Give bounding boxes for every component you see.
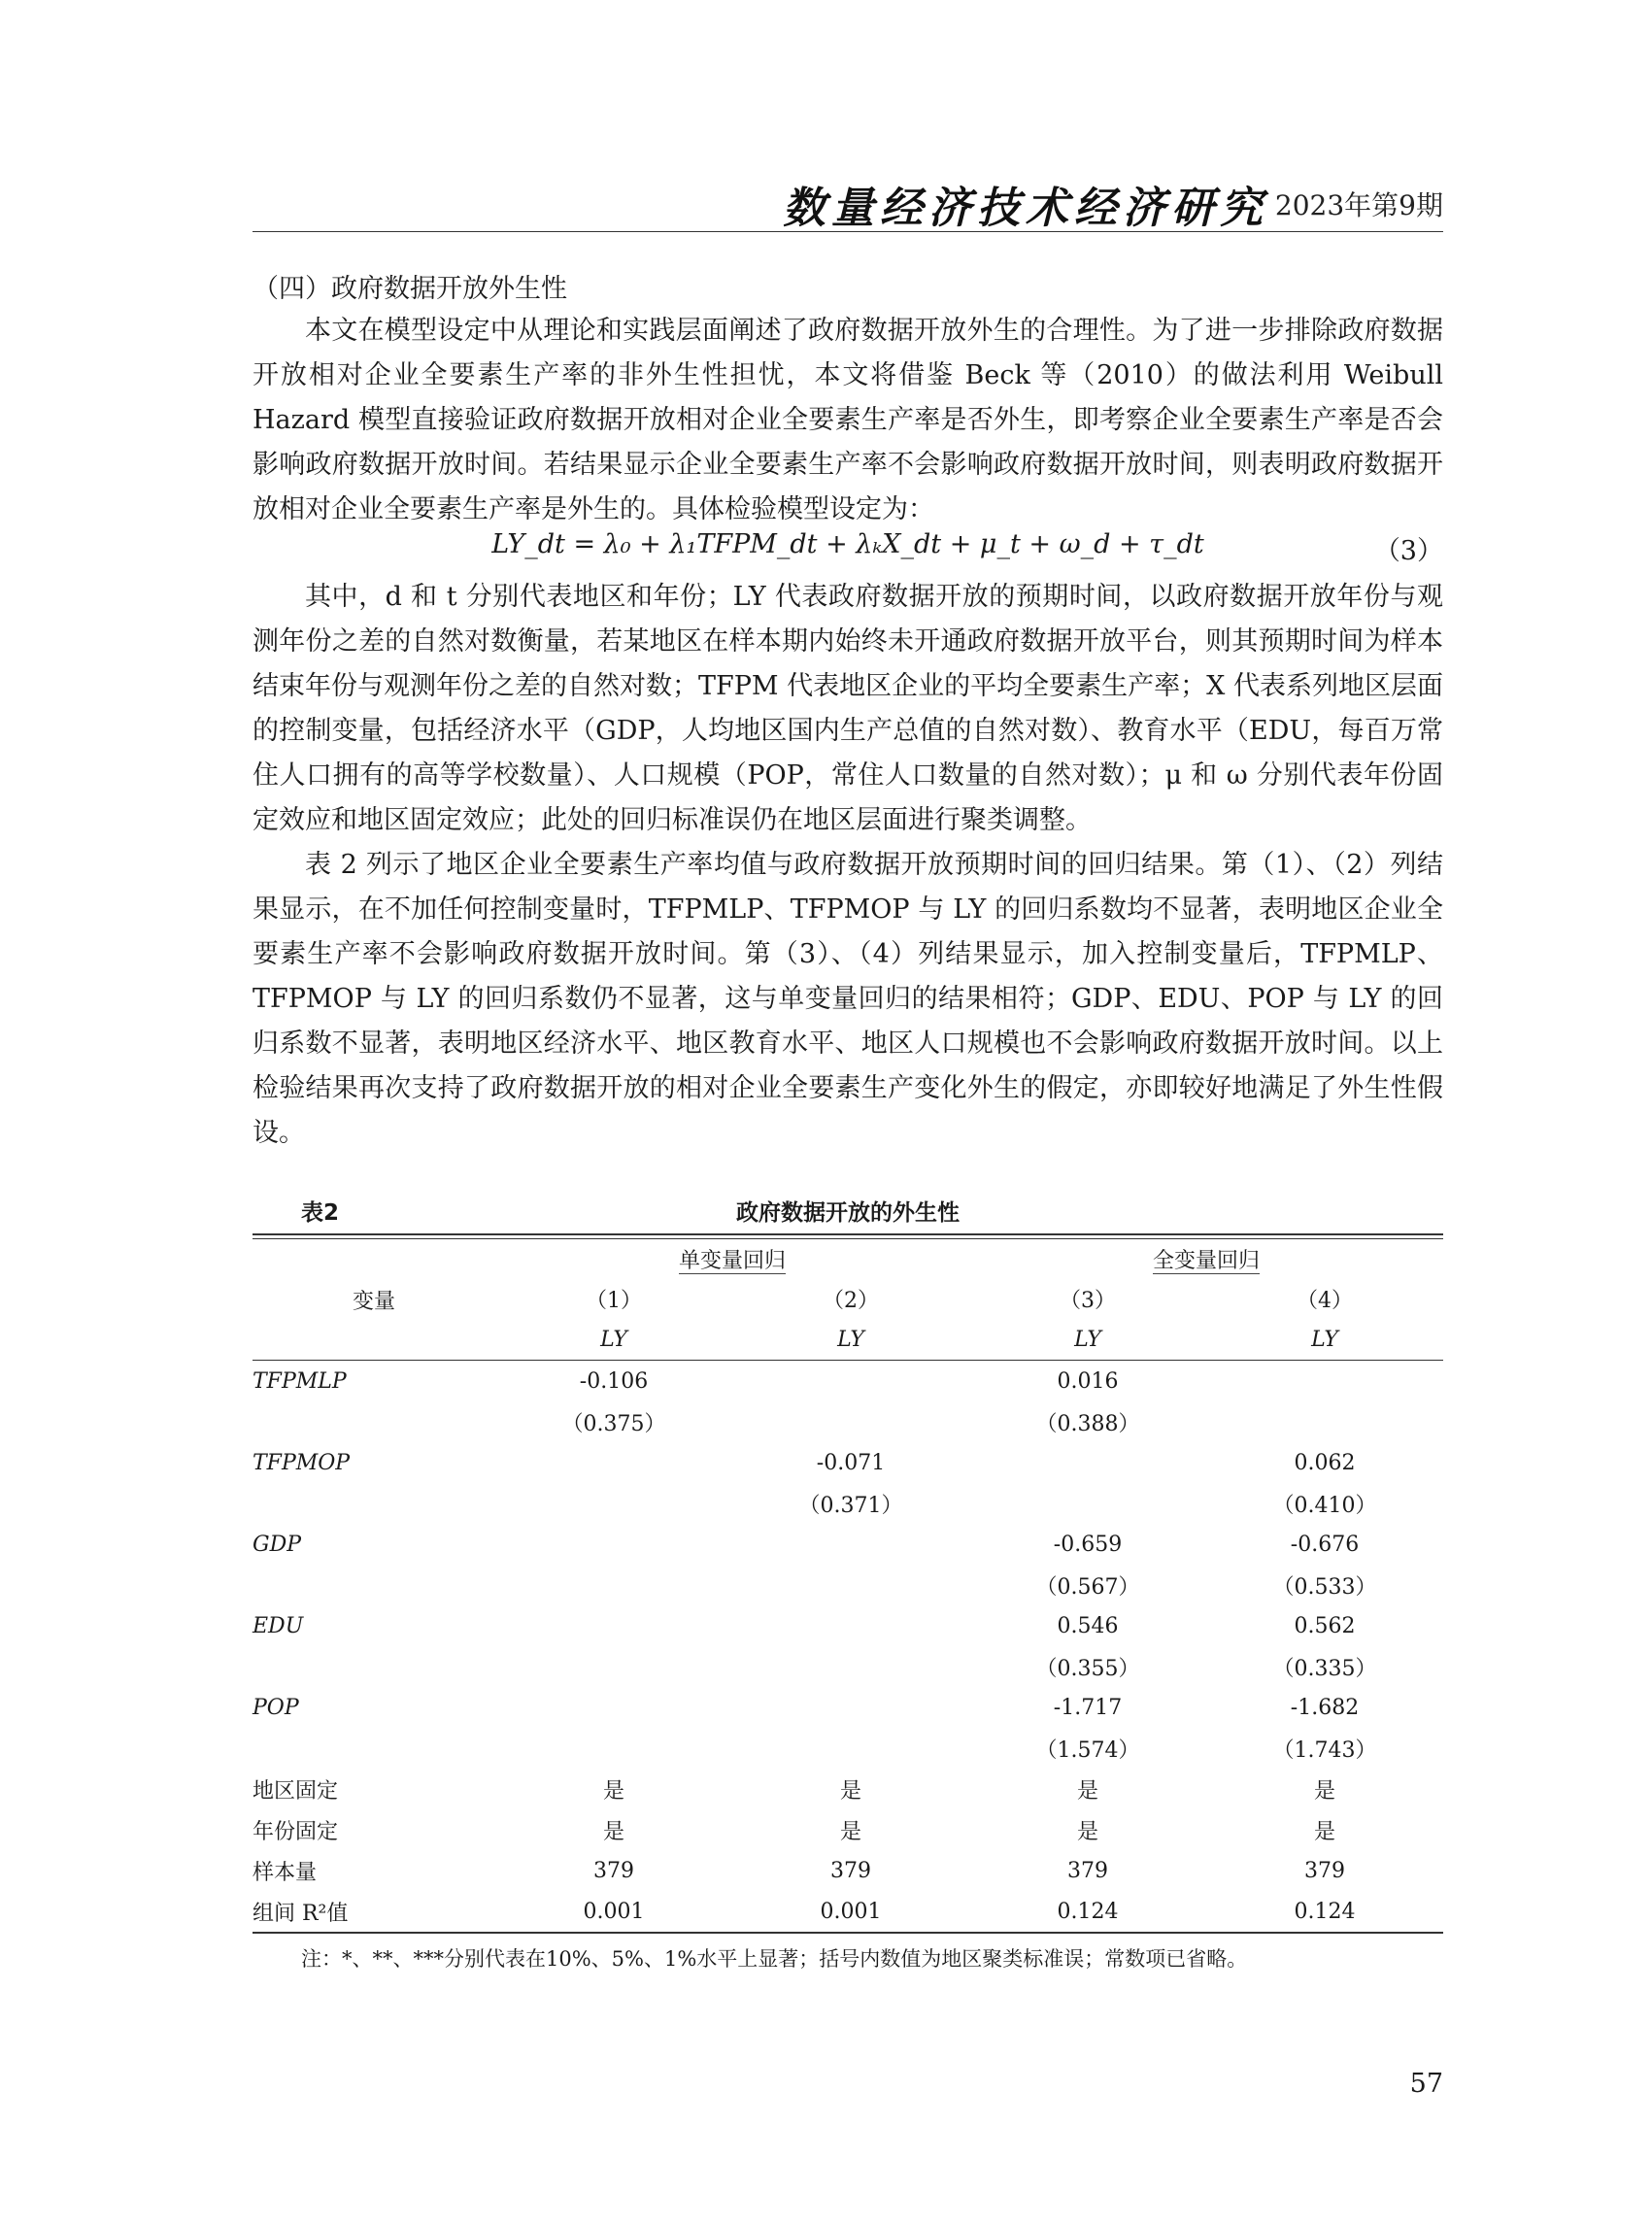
footer-row — [253, 1769, 1443, 1809]
coef-row — [253, 1442, 1443, 1483]
variable-spacer — [253, 1728, 495, 1769]
table-group-row — [253, 1239, 1443, 1278]
group-header: 全变量回归 — [1152, 1248, 1260, 1273]
se-cell — [732, 1646, 969, 1687]
footer-cell: 是 — [1076, 1778, 1098, 1804]
coef-cell: 0.562 — [1294, 1613, 1356, 1638]
footer-cell: 是 — [1313, 1819, 1335, 1844]
se-cell: （0.335） — [1272, 1656, 1377, 1681]
footer-cell: 379 — [1067, 1858, 1108, 1883]
variable-name: POP — [253, 1695, 299, 1720]
footer-cell: 是 — [602, 1819, 624, 1844]
coef-cell — [732, 1524, 969, 1565]
coef-cell: -0.106 — [495, 1361, 732, 1402]
se-cell: （0.388） — [1035, 1411, 1140, 1436]
coef-cell: -1.717 — [1053, 1695, 1123, 1720]
footer-cell: 是 — [1313, 1778, 1335, 1804]
se-cell — [495, 1565, 732, 1605]
se-cell: （0.533） — [1272, 1574, 1377, 1600]
coef-cell: -0.659 — [1053, 1532, 1123, 1557]
footer-cell: 379 — [830, 1858, 871, 1883]
variable-spacer — [253, 1646, 495, 1687]
table-label: 表2 — [301, 1200, 340, 1226]
footer-cell: 是 — [839, 1778, 861, 1804]
coef-cell — [969, 1442, 1206, 1483]
coef-cell — [495, 1442, 732, 1483]
variable-spacer — [253, 1401, 495, 1442]
footer-cell: 0.001 — [820, 1899, 882, 1924]
se-cell — [732, 1728, 969, 1769]
paragraph-text: 本文在模型设定中从理论和实践层面阐述了政府数据开放外生的合理性。为了进一步排除政府数据开放相对企业全要素生产率的非外生性担忧，本文将借鉴 Beck 等（2010）的做法利用 Weibull Hazard 模型直接验证政府数据开放相对企业全要素生产率是否外生，即考察企业全要素生产率是否会影响政府数据开放时间。若结果显示企业全要素生产率不会影响政府数据开放时间，则表明政府数据开放相对企业全要素生产率是外生的。具体检验模型设定为： — [253, 316, 1443, 524]
body-paragraph-3 — [253, 843, 1443, 1156]
variable-name: TFPMLP — [253, 1361, 495, 1402]
equation-number: （3） — [1373, 536, 1443, 566]
section-title: （四）政府数据开放外生性 — [253, 274, 567, 304]
se-cell: （0.371） — [798, 1493, 903, 1518]
footer-cell: 0.001 — [583, 1899, 645, 1924]
body-paragraph-2 — [253, 575, 1443, 843]
coef-cell: -0.676 — [1290, 1532, 1360, 1557]
se-cell: （0.355） — [1035, 1656, 1140, 1681]
se-cell: （0.567） — [1035, 1574, 1140, 1600]
footer-cell: 379 — [1304, 1858, 1345, 1883]
footer-label: 样本量 — [253, 1860, 318, 1885]
header-rule — [253, 231, 1443, 232]
se-row — [253, 1565, 1443, 1605]
coef-cell — [732, 1605, 969, 1646]
variable-name: TFPMOP — [253, 1450, 351, 1475]
equation: LY_dt = λ₀ + λ₁TFPM_dt + λₖX_dt + μ_t + ω_d + τ_dt — [491, 529, 1204, 559]
footer-label: 地区固定 — [253, 1778, 339, 1804]
coef-cell: 0.546 — [1057, 1613, 1119, 1638]
coef-row — [253, 1687, 1443, 1728]
se-cell — [1206, 1401, 1443, 1442]
se-cell: （1.743） — [1272, 1737, 1377, 1763]
results-table — [253, 1239, 1443, 1932]
column-number: （1） — [586, 1288, 642, 1313]
footer-row — [253, 1850, 1443, 1891]
variable-name: EDU — [253, 1613, 304, 1638]
se-cell — [732, 1565, 969, 1605]
table-note: 注：*、**、***分别代表在10%、5%、1%水平上显著；括号内数值为地区聚类标准误；常数项已省略。 — [301, 1947, 1248, 1971]
journal-name: 数量经济技术经济研究 — [783, 184, 1268, 233]
paragraph-text: 表 2 列示了地区企业全要素生产率均值与政府数据开放预期时间的回归结果。第（1）、（2）列结果显示，在不加任何控制变量时，TFPMLP、TFPMOP 与 LY 的回归系数均不显著，表明地区企业全要素生产率不会影响政府数据开放时间。第（3）、（4）列结果显示，加入控制变量后，TFPMLP、TFPMOP 与 LY 的回归系数仍不显著，这与单变量回归的结果相符；GDP、EDU、POP 与 LY 的回归系数不显著，表明地区经济水平、地区教育水平、地区人口规模也不会影响政府数据开放时间。以上检验结果再次支持了政府数据开放的相对企业全要素生产变化外生的假定，亦即较好地满足了外生性假设。 — [253, 850, 1443, 1148]
footer-label: 组间 R²值 — [253, 1901, 349, 1926]
se-row — [253, 1646, 1443, 1687]
dep-var: LY — [1311, 1327, 1338, 1352]
se-cell: （0.375） — [561, 1411, 666, 1436]
issue-label: 2023年第9期 — [1274, 189, 1443, 221]
coef-cell — [732, 1361, 969, 1402]
column-number: （4） — [1297, 1288, 1353, 1313]
footer-row — [253, 1891, 1443, 1932]
column-number: （3） — [1060, 1288, 1116, 1313]
coef-row — [253, 1361, 1443, 1402]
variable-spacer — [253, 1565, 495, 1605]
body-paragraph-1 — [253, 309, 1443, 532]
se-cell — [969, 1483, 1206, 1524]
group-header: 单变量回归 — [678, 1248, 786, 1273]
table-bottom-rule — [253, 1932, 1443, 1934]
se-cell — [732, 1401, 969, 1442]
coef-cell — [495, 1605, 732, 1646]
coef-cell — [732, 1687, 969, 1728]
footer-row — [253, 1809, 1443, 1850]
se-cell — [495, 1483, 732, 1524]
footer-cell: 是 — [602, 1778, 624, 1804]
se-row — [253, 1401, 1443, 1442]
table-caption — [253, 1195, 1443, 1233]
se-cell — [495, 1646, 732, 1687]
coef-cell: -1.682 — [1290, 1695, 1360, 1720]
page-number: 57 — [1409, 2069, 1443, 2099]
coef-row — [253, 1605, 1443, 1646]
variable-name: GDP — [253, 1532, 302, 1557]
variable-spacer — [253, 1483, 495, 1524]
coef-cell: 0.016 — [969, 1361, 1206, 1402]
coef-cell — [495, 1524, 732, 1565]
var-header: 变量 — [352, 1289, 395, 1314]
footer-cell: 是 — [839, 1819, 861, 1844]
se-row — [253, 1728, 1443, 1769]
paragraph-text: 其中，d 和 t 分别代表地区和年份；LY 代表政府数据开放的预期时间，以政府数据开放年份与观测年份之差的自然对数衡量，若某地区在样本期内始终未开通政府数据开放平台，则其预期时间为样本结束年份与观测年份之差的自然对数；TFPM 代表地区企业的平均全要素生产率；X 代表系列地区层面的控制变量，包括经济水平（GDP，人均地区国内生产总值的自然对数）、教育水平（EDU，每百万常住人口拥有的高等学校数量）、人口规模（POP，常住人口数量的自然对数）；μ 和 ω 分别代表年份固定效应和地区固定效应；此处的回归标准误仍在地区层面进行聚类调整。 — [253, 582, 1443, 835]
column-number: （2） — [823, 1288, 879, 1313]
footer-cell: 0.124 — [1294, 1899, 1356, 1924]
footer-cell: 0.124 — [1057, 1899, 1119, 1924]
footer-cell: 是 — [1076, 1819, 1098, 1844]
dep-var: LY — [1074, 1327, 1101, 1352]
se-cell: （0.410） — [1272, 1493, 1377, 1518]
dep-var: LY — [837, 1327, 864, 1352]
coef-cell — [1206, 1361, 1443, 1402]
table-title: 政府数据开放的外生性 — [736, 1200, 960, 1226]
running-header — [253, 173, 1443, 233]
coef-cell — [495, 1687, 732, 1728]
se-cell: （1.574） — [1035, 1737, 1140, 1763]
coef-cell: 0.062 — [1294, 1450, 1356, 1475]
regression-table — [253, 1195, 1443, 1973]
equation-row — [253, 529, 1443, 574]
footer-cell: 379 — [593, 1858, 634, 1883]
se-row — [253, 1483, 1443, 1524]
coef-cell: -0.071 — [816, 1450, 886, 1475]
dep-var: LY — [600, 1327, 627, 1352]
footer-label: 年份固定 — [253, 1819, 339, 1844]
coef-row — [253, 1524, 1443, 1565]
se-cell — [495, 1728, 732, 1769]
